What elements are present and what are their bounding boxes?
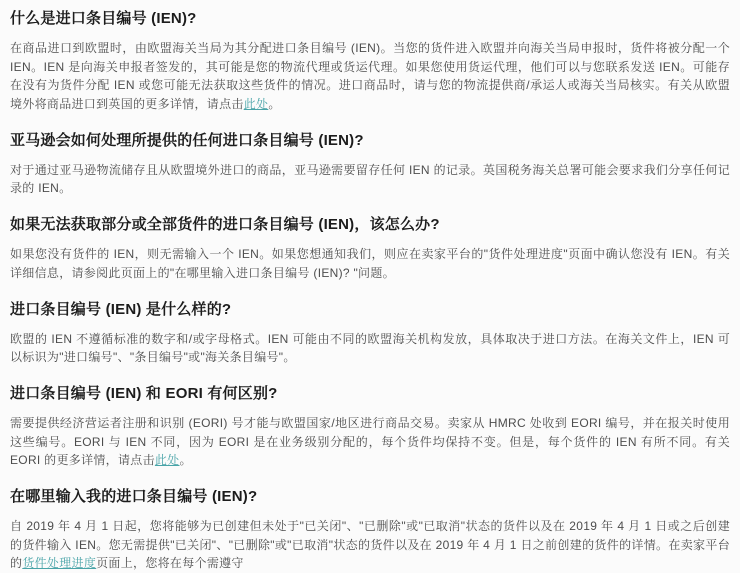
faq-answer — [10, 330, 730, 367]
faq-answer — [10, 245, 730, 282]
answer-text: 对于通过亚马逊物流储存且从欧盟境外进口的商品，亚马逊需要留存任何 IEN 的记录。英国税务海关总署可能会要求我们分享任何记录的 IEN。 — [10, 162, 730, 196]
faq-section-4 — [10, 301, 730, 367]
faq-answer — [10, 414, 730, 470]
faq-answer — [10, 39, 730, 113]
answer-text: 。 — [268, 97, 281, 112]
faq-sections — [10, 10, 730, 573]
faq-section-6 — [10, 488, 730, 573]
answer-text: 。 — [179, 453, 192, 468]
answer-text: 页面上，您将在每个需遵守 — [96, 556, 244, 571]
answer-text: 如果您没有货件的 IEN，则无需输入一个 IEN。如果您想通知我们，则应在卖家平台的"货件处理进度"页面中确认您没有 IEN。有关详细信息，请参阅此页面上的"在哪里输入进口条目编号 (IEN)? "问题。 — [10, 247, 730, 280]
faq-question: 什么是进口条目编号 (IEN)? — [10, 10, 197, 27]
faq-section-2 — [10, 132, 730, 198]
answer-text: 在商品进口到欧盟时，由欧盟海关当局为其分配进口条目编号 (IEN)。当您的货件进入欧盟并向海关当局申报时，货件将被分配一个 IEN。IEN 是向海关申报者签发的，其可能是您的物流代理或货运代理。如果您使用货运代理，他们可以与您联系发送 IEN。可能存在没有为货件分配 IEN 或您可能无法获取这些货件的情况。进口商品时，请与您的物流提供商/承运人或海关当局核实。有关从欧盟境外将商品进口到英国的更多详情，请点击 — [10, 41, 730, 112]
inline-link[interactable]: 此处 — [154, 453, 180, 468]
faq-answer — [10, 517, 730, 573]
faq-section-1 — [10, 10, 730, 114]
faq-section-3 — [10, 216, 730, 282]
faq-question: 进口条目编号 (IEN) 是什么样的? — [10, 300, 232, 318]
faq-answer — [10, 161, 730, 198]
faq-question: 进口条目编号 (IEN) 和 EORI 有何区别? — [10, 384, 278, 402]
faq-section-5 — [10, 385, 730, 470]
faq-question: 在哪里输入我的进口条目编号 (IEN)? — [10, 487, 258, 505]
inline-link[interactable]: 货件处理进度 — [22, 556, 97, 571]
inline-link[interactable]: 此处 — [243, 97, 269, 112]
faq-question: 如果无法获取部分或全部货件的进口条目编号 (IEN)，该怎么办? — [10, 216, 440, 234]
faq-question: 亚马逊会如何处理所提供的任何进口条目编号 (IEN)? — [10, 131, 364, 149]
answer-text: 自 2019 年 4 月 1 日起，您将能够为已创建但未处于"已关闭"、"已删除"或"已取消"状态的货件以及在 2019 年 4 月 1 日或之后创建的货件输入 IEN。您无需提供"已关闭"、"已删除"或"已取消"状态的货件以及在 2019 年 4 月 1 日之前创建的货件的详情。在卖家平台的 — [10, 519, 730, 571]
answer-text: 需要提供经济营运者注册和识别 (EORI) 号才能与欧盟国家/地区进行商品交易。卖家从 HMRC 处收到 EORI 编号，并在报关时使用这些编号。EORI 与 IEN 不同，因为 EORI 是在业务级别分配的，每个货件均保持不变。但是，每个货件的 IEN 有所不同。有关 EORI 的更多详情，请点击 — [10, 416, 730, 468]
answer-text: 欧盟的 IEN 不遵循标准的数字和/或字母格式。IEN 可能由不同的欧盟海关机构发放，具体取决于进口方法。在海关文件上，IEN 可以标识为"进口编号"、"条目编号"或"海关条目编号"。 — [10, 331, 730, 365]
